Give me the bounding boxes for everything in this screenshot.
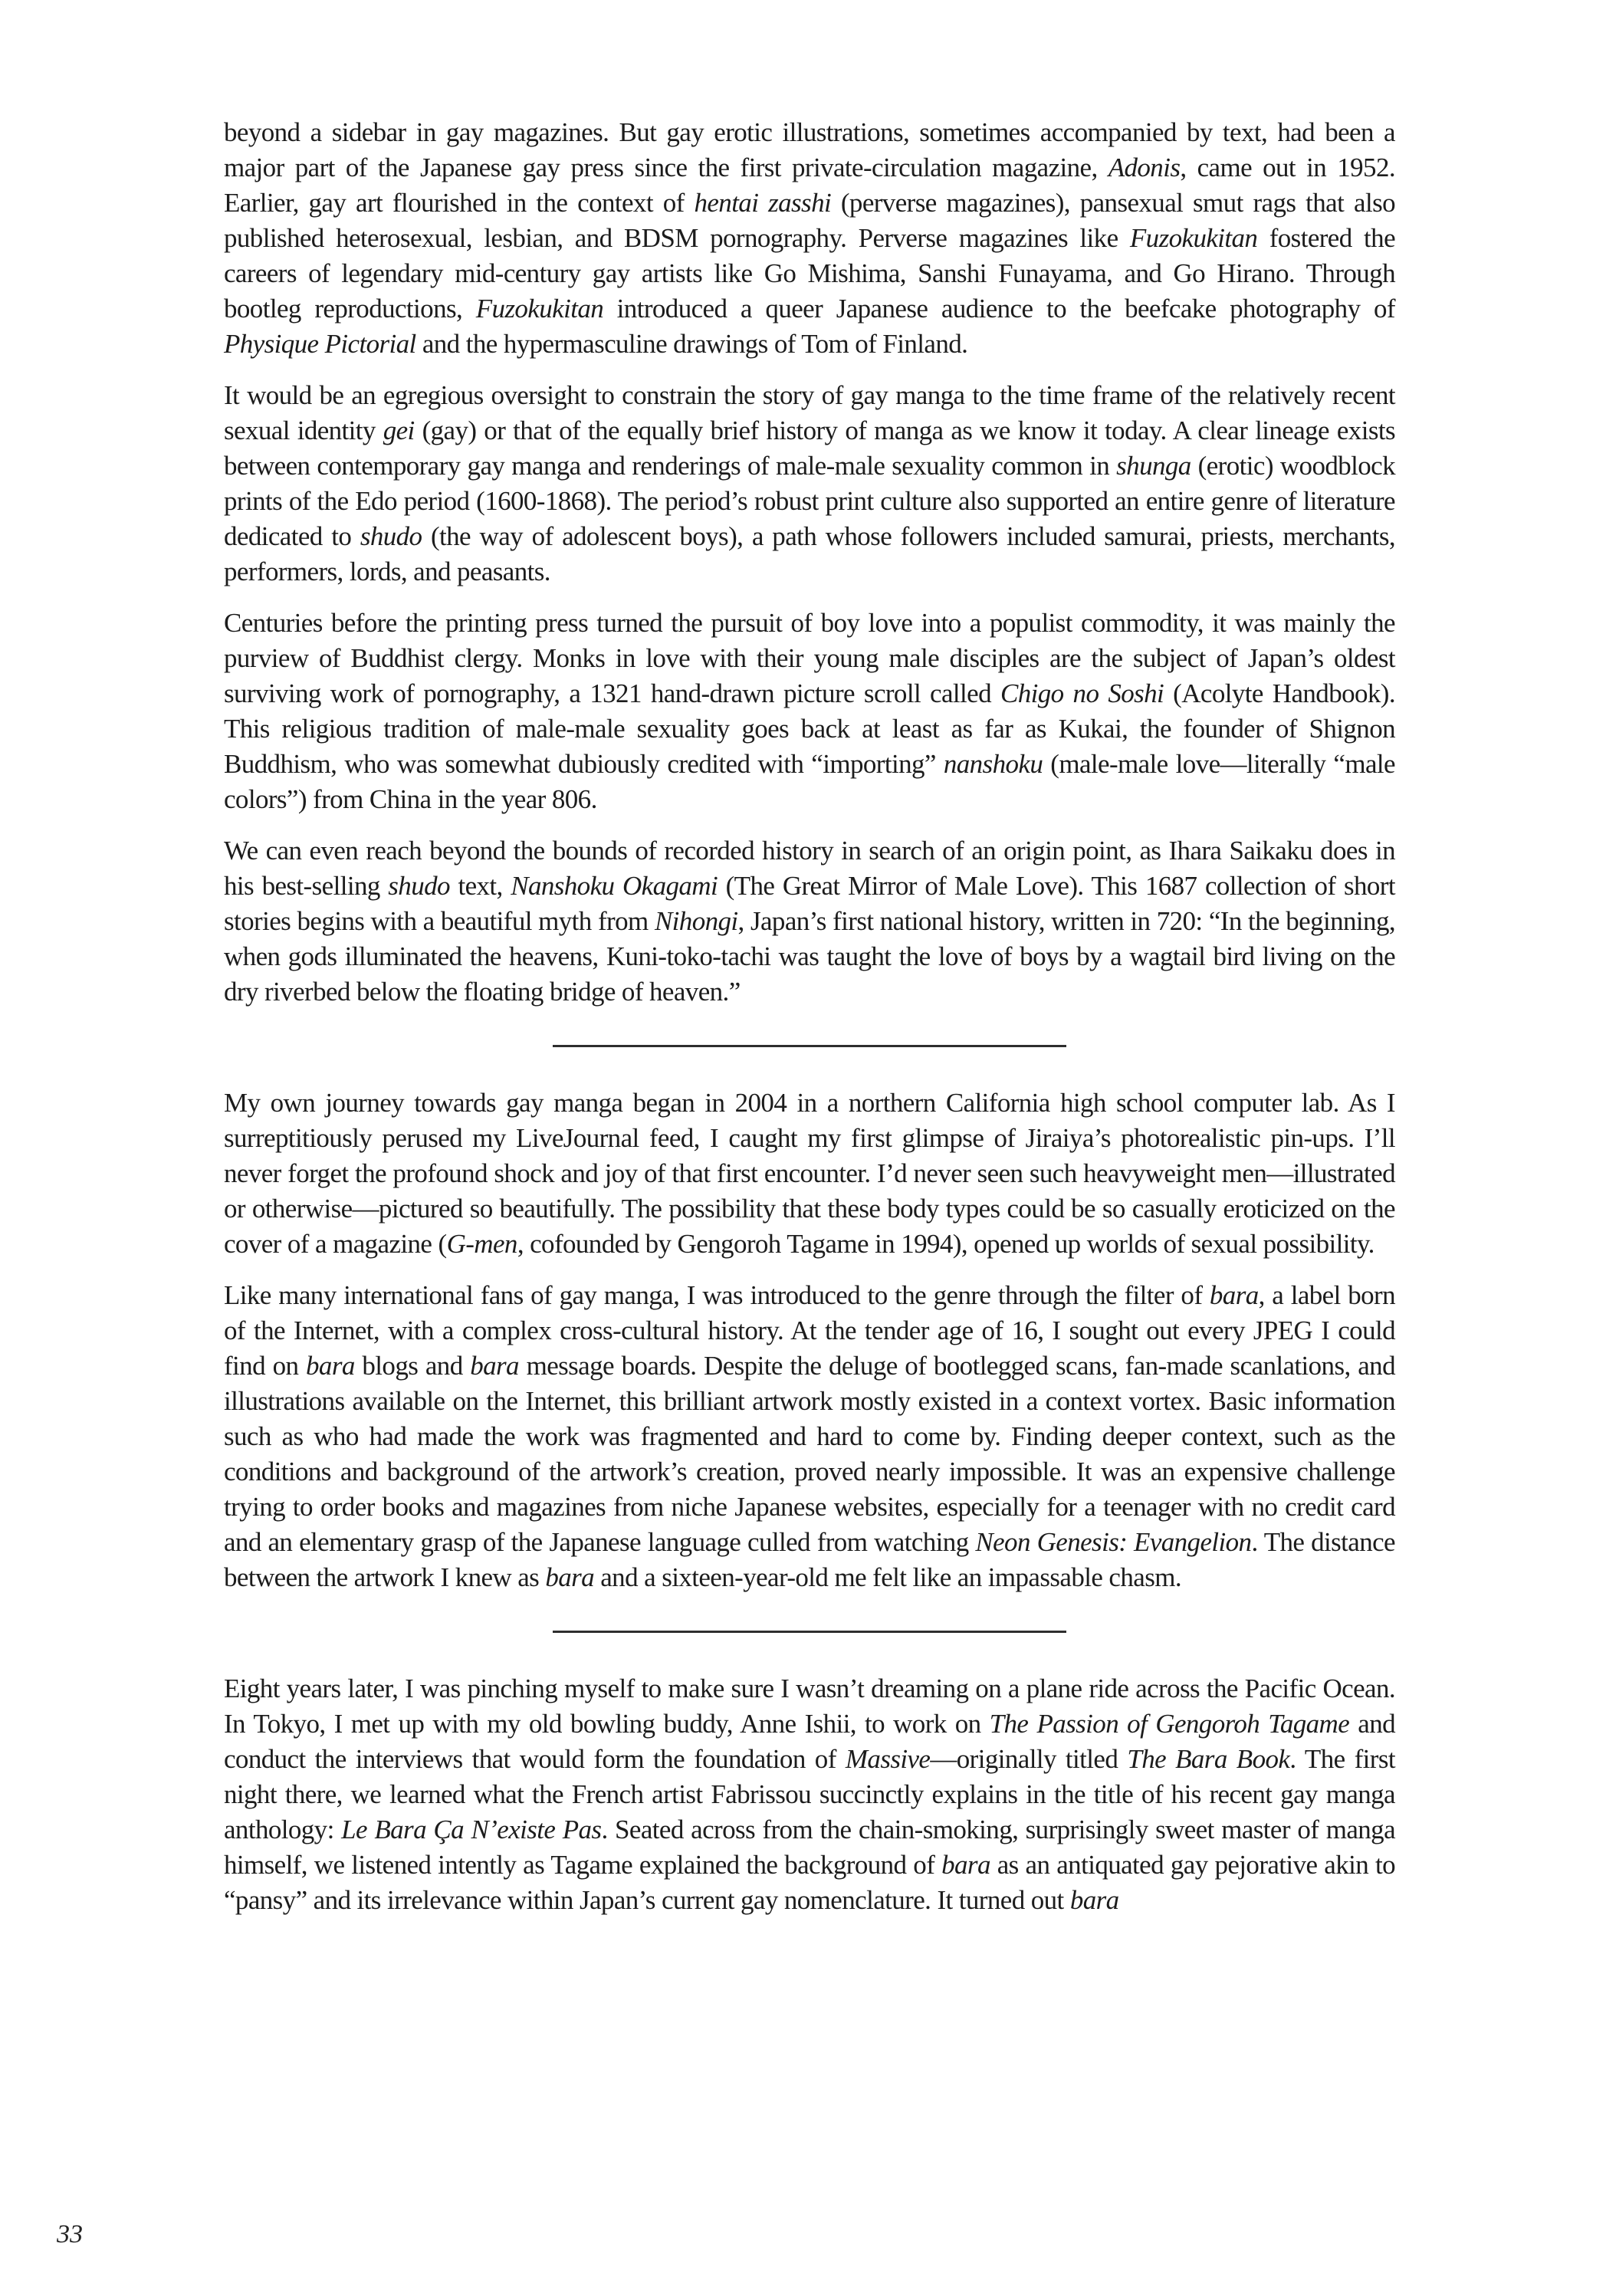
paragraph: Eight years later, I was pinching myself to make sure I wasn’t dreaming on a plane ride across the Pacific Ocean. In Tokyo, I met up with my old bowling buddy, Anne Ishii, to work on The Passion of Gengoroh Tagame and conduct the interviews that would form the foundation of Massive—originally titled The Bara Book. The first night there, we learned what the French artist Fabrissou succinctly explains in the title of his recent gay manga anthology: Le Bara Ça N’existe Pas. Seated across from the chain-smoking, surprisingly sweet master of manga himself, we listened intently as Tagame explained the background of bara as an antiquated gay pejorative akin to “pansy” and its irrelevance within Japan’s current gay nomenclature. It turned out bara: [224, 1674, 1396, 1915]
paragraph: Centuries before the printing press turned the pursuit of boy love into a populist commodity, it was mainly the purview of Buddhist clergy. Monks in love with their young male disciples are the subject of Japan’s oldest surviving work of pornography, a 1321 hand-drawn picture scroll called Chigo no Soshi (Acolyte Handbook). This religious tradition of male-male sexuality goes back at least as far as Kukai, the founder of Shignon Buddhism, who was somewhat dubiously credited with “importing” nanshoku (male-male love—literally “male colors”) from China in the year 806.: [224, 608, 1395, 814]
paragraph: It would be an egregious oversight to constrain the story of gay manga to the time frame of the relatively recent sexual identity gei (gay) or that of the equally brief history of manga as we know it today. A clear lineage exists between contemporary gay manga and renderings of male-male sexuality common in shunga (erotic) woodblock prints of the Edo period (1600-1868). The period’s robust print culture also supported an entire genre of literature dedicated to shudo (the way of adolescent boys), a path whose followers included samurai, priests, merchants, performers, lords, and peasants.: [224, 380, 1396, 586]
page-number: 33: [57, 2220, 83, 2248]
text-column: [224, 115, 1395, 1918]
paragraph: beyond a sidebar in gay magazines. But gay erotic illustrations, sometimes accompanied by text, had been a major part of the Japanese gay press since the first private-circulation magazine, Adonis, came out in 1952. Earlier, gay art flourished in the context of hentai zasshi (perverse magazines), pansexual smut rags that also published heterosexual, lesbian, and BDSM pornography. Perverse magazines like Fuzokukitan fostered the careers of legendary mid-century gay artists like Go Mishima, Sanshi Funayama, and Go Hirano. Through bootleg reproductions, Fuzokukitan introduced a queer Japanese audience to the beefcake photography of Physique Pictorial and the hypermasculine drawings of Tom of Finland.: [224, 117, 1395, 359]
paragraph: Like many international fans of gay manga, I was introduced to the genre through the filter of bara, a label born of the Internet, with a complex cross-cultural history. At the tender age of 16, I sought out every JPEG I could find on bara blogs and bara message boards. Despite the deluge of bootlegged scans, fan-made scanlations, and illustrations available on the Internet, this brilliant artwork mostly existed in a context vortex. Basic information such as who had made the work was fragmented and hard to come by. Finding deeper context, such as the conditions and background of the artwork’s creation, proved nearly impossible. It was an expensive challenge trying to order books and magazines from niche Japanese websites, especially for a teenager with no credit card and an elementary grasp of the Japanese language culled from watching Neon Genesis: Evangelion. The distance between the artwork I knew as bara and a sixteen-year-old me felt like an impassable chasm.: [224, 1280, 1395, 1592]
paragraph: We can even reach beyond the bounds of recorded history in search of an origin point, as Ihara Saikaku does in his best-selling shudo text, Nanshoku Okagami (The Great Mirror of Male Love). This 1687 collection of short stories begins with a beautiful myth from Nihongi, Japan’s first national history, written in 720: “In the beginning, when gods illuminated the heavens, Kuni-toko-tachi was taught the love of boys by a wagtail bird living on the dry riverbed below the floating bridge of heaven.”: [224, 836, 1396, 1007]
paragraph: My own journey towards gay manga began in 2004 in a northern California high school computer lab. As I surreptitiously perused my LiveJournal feed, I caught my first glimpse of Jiraiya’s photorealistic pin-ups. I’ll never forget the profound shock and joy of that first encounter. I’d never seen such heavyweight men—illustrated or otherwise—pictured so beautifully. The possibility that these body types could be so casually eroticized on the cover of a magazine (G-men, cofounded by Gengoroh Tagame in 1994), opened up worlds of sexual possibility.: [224, 1088, 1395, 1259]
section-divider: [553, 1631, 1066, 1633]
section-divider: [553, 1045, 1066, 1047]
